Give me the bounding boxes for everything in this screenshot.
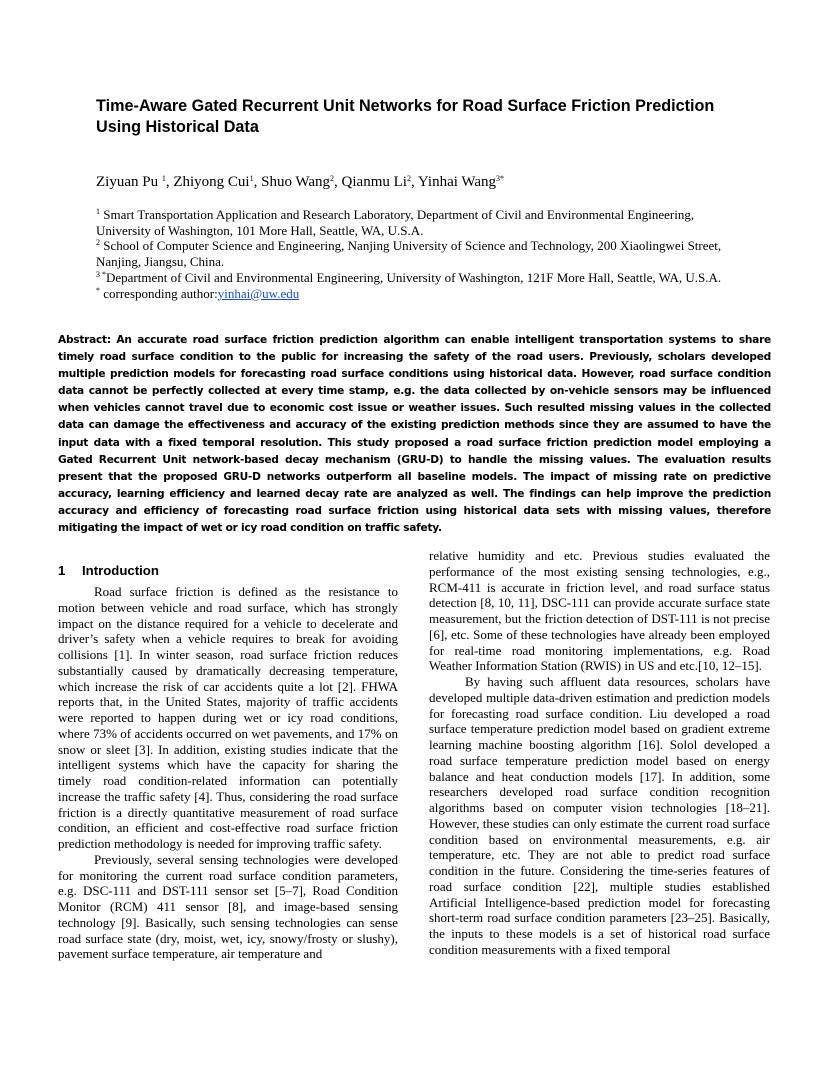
section-heading	[58, 563, 159, 579]
affiliation: $^1$ Smart Transportation Application and Research Laboratory, Department of Civil and Environmental Engineering, University of Washington, 101 More Hall, Seattle, WA, U.S.A.	[96, 207, 695, 238]
author: Yinhai Wang$^{3*}$	[417, 174, 504, 190]
left-column	[58, 584, 398, 962]
section-title: Introduction	[82, 563, 159, 578]
email-link[interactable]: yinhai@uw.edu	[217, 285, 300, 301]
affiliation: $^2$ School of Computer Science and Engineering, Nanjing University of Science and Technology, 200 Xiaolingwei Street, Nanjing, Jiangsu, China.	[96, 238, 722, 270]
body-paragraph: Road surface friction is defined as the resistance to motion between vehicle and road surface, which has strongly impact on the distance required for a vehicle to decelerate and driver’s safety when a vehicle requires to break for avoiding collisions [1]. In winter season, road surface friction reduces substantially caused by dramatically decreasing temperature, which increase the risk of car accidents quite a lot [2]. FHWA reports that, in the United States, majority of traffic accidents were reported to happen during wet or icy road conditions, where 73% of accidents occurred on wet pavements, and 17% on snow or sleet [3]. In addition, existing studies indicate that the intelligent systems which have the capacity for sharing the timely road condition-related information can potentially increase the traffic safety [4]. Thus, considering the road surface friction is a directly quantitative measurement of road surface condition, an efficient and cost-effective road surface friction prediction methodology is needed for improving traffic safety.	[58, 584, 398, 851]
body-paragraph: relative humidity and etc. Previous studies evaluated the performance of the most existing sensing technologies, e.g., RCM-411 is accurate in friction level, and road surface status detection [8, 10, 11], DSC-111 can provide accurate surface state measurement, but the friction detection of DST-111 is not precise [6], etc. Some of these technologies have already been employed for real-time road monitoring implementations, e.g. Road Weather Information Station (RWIS) in US and etc.[10, 12–15].	[429, 548, 770, 674]
body-paragraph: Previously, several sensing technologies were developed for monitoring the current road surface condition parameters, e.g. DSC-111 and DST-111 sensor set [5–7], Road Condition Monitor (RCM) 411 sensor [8], and image-based sensing technology [9]. Basically, such sensing technologies can sense road surface state (dry, moist, wet, icy, snowy/frosty or slushy), pavement surface temperature, air temperature and	[58, 851, 398, 962]
author: Shuo Wang$^2$,	[261, 174, 342, 190]
affiliations	[96, 207, 732, 301]
author: Zhiyong Cui$^1$,	[173, 174, 262, 190]
corresponding-author: * corresponding author:yinhai@uw.edu	[96, 285, 300, 301]
author: Qianmu Li$^2$,	[341, 174, 418, 190]
author: Ziyuan Pu $^1$,	[96, 174, 174, 190]
right-column	[429, 548, 770, 958]
section-number: 1	[58, 563, 66, 578]
paper-title: Time-Aware Gated Recurrent Unit Networks for Road Surface Friction Prediction Using Historical Data	[96, 97, 715, 136]
abstract: Abstract: An accurate road surface friction prediction algorithm can enable intelligent transportation systems to share timely road surface condition to the public for increasing the safety of the road users. Previously, scholars developed multiple prediction models for forecasting road surface conditions using historical data. However, road surface condition data cannot be perfectly collected at every time stamp, e.g. the data collected by on-vehicle sensors may be influenced when vehicles cannot travel due to economic cost issue or weather issues. Such resulted missing values in the collected data can damage the effectiveness and accuracy of the existing prediction methods since they are assumed to have the input data with a fixed temporal resolution. This study proposed a road surface friction prediction model employing a Gated Recurrent Unit network-based decay mechanism (GRU-D) to handle the missing values. The evaluation results present that the proposed GRU-D networks outperform all baseline models. The impact of missing rate on predictive accuracy, learning efficiency and learned decay rate are analyzed as well. The findings can help improve the prediction accuracy and efficiency of forecasting road surface friction using historical data sets with missing values, therefore mitigating the impact of wet or icy road condition on traffic safety.	[58, 334, 771, 535]
author-list	[96, 173, 756, 191]
body-paragraph: By having such affluent data resources, scholars have developed multiple data-driven estimation and prediction models for forecasting road surface condition. Liu developed a road surface temperature prediction model based on gradient extreme learning machine boosting algorithm [16]. Solol developed a road surface temperature prediction model based on energy balance and heat conduction models [17]. In addition, some researchers developed road surface condition recognition algorithms based on computer vision technologies [18–21]. However, these studies can only estimate the current road surface condition based on environmental measurements, e.g. air temperature, etc. They are not able to predict road surface condition in the future. Considering the time-series features of road surface condition [22], multiple studies established Artificial Intelligence-based prediction model for forecasting short-term road surface condition parameters [23–25]. Basically, the inputs to these models is a set of historical road surface condition measurements with a fixed temporal	[429, 674, 770, 957]
affiliation: $^{3 *}$Department of Civil and Environmental Engineering, University of Washington, 121F More Hall, Seattle, WA, U.S.A.	[96, 269, 722, 285]
